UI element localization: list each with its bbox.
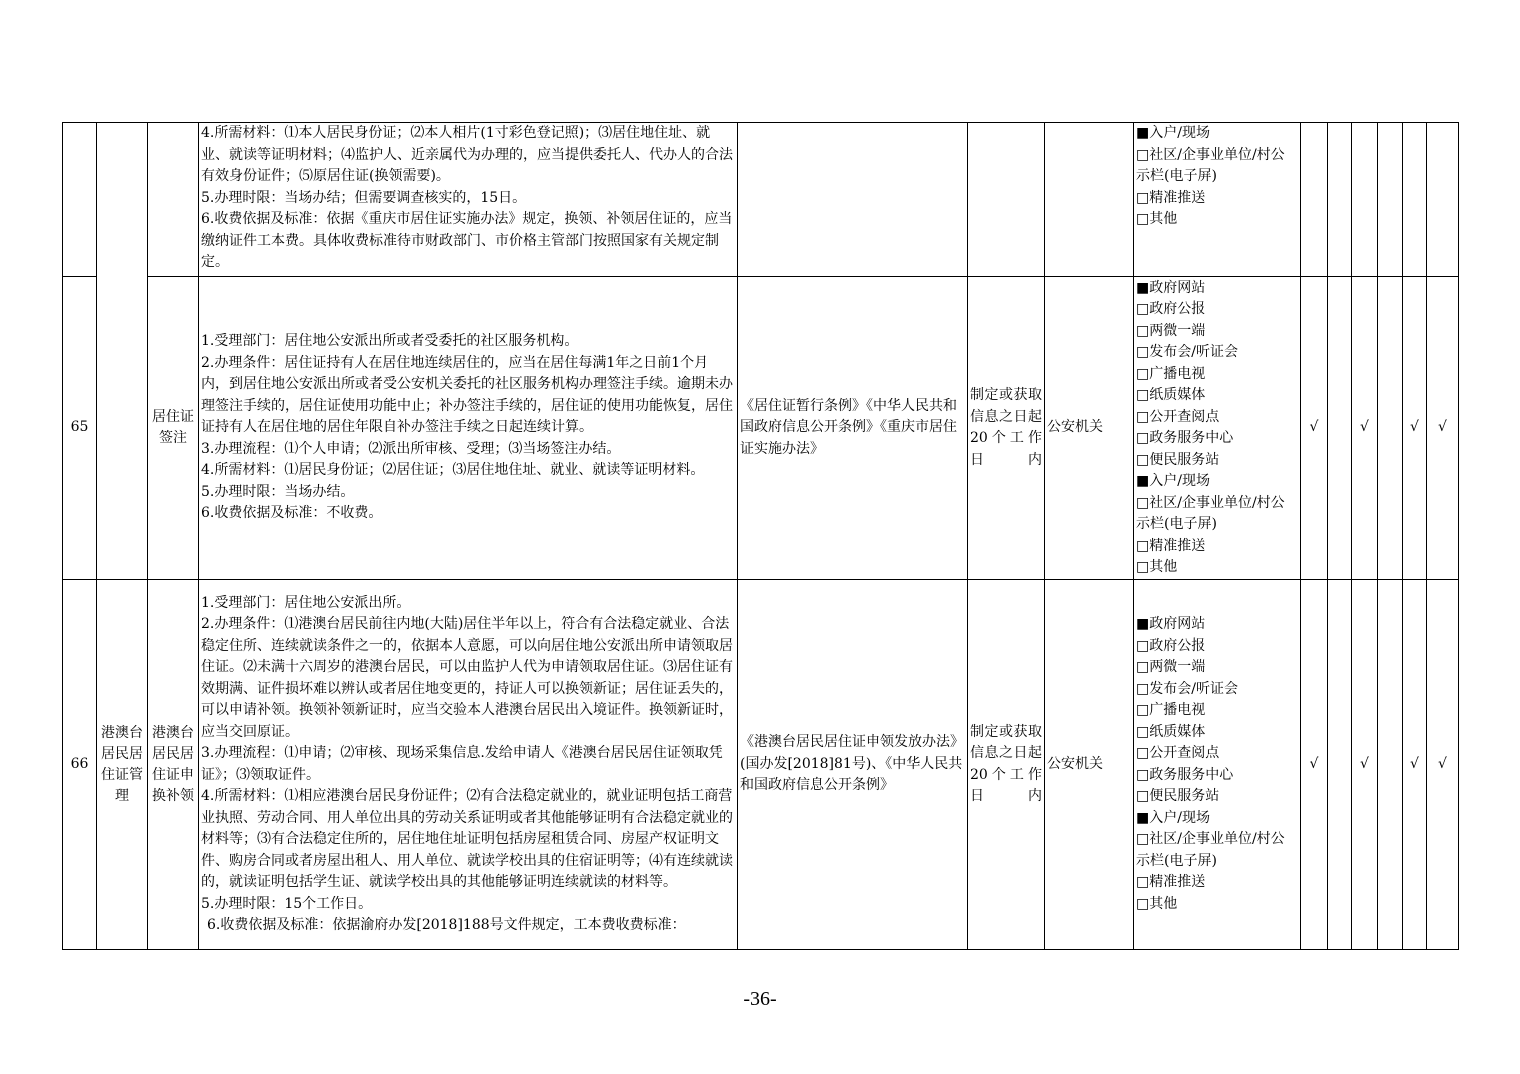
requirement-item: 5.办理时限：当场办结；但需要调查核实的，15日。 <box>201 189 527 206</box>
channel-item: □精准推送 <box>1136 537 1206 554</box>
check-cell <box>1378 277 1403 580</box>
basis-cell: 《港澳台居民居住证申领发放办法》(国办发[2018]81号)、《中华人民共和国政府信息公开条例》 <box>738 580 968 950</box>
check-cell: √ <box>1403 580 1427 950</box>
category-cell: 港澳台居民居住证管理 <box>97 580 148 950</box>
check-cell: √ <box>1403 277 1427 580</box>
check-cell <box>1301 123 1328 277</box>
item-name-cell: 港澳台居民居住证申换补领 <box>148 580 199 950</box>
requirement-item: 4.所需材料：⑴居民身份证；⑵居住证；⑶居住地住址、就业、就读等证明材料。 <box>201 462 705 479</box>
requirement-item: 4.所需材料：⑴本人居民身份证；⑵本人相片(1寸彩色登记照)；⑶居住地住址、就业、就读等证明材料；⑷监护人、近亲属代为办理的，应当提供委托人、代办人的合法有效身份证件；⑸原居住证(换领需要)。 <box>201 125 733 184</box>
table-row-continued <box>63 123 1459 277</box>
org-cell <box>1045 123 1134 277</box>
check-cell <box>1352 123 1378 277</box>
index-cell <box>63 123 97 277</box>
channel-item: ■入户/现场 <box>1136 473 1210 489</box>
channel-item: □广播电视 <box>1136 702 1206 718</box>
check-cell: √ <box>1352 580 1378 950</box>
channel-item: □政府公报 <box>1136 637 1206 654</box>
requirement-item: 5.办理时限：当场办结。 <box>201 483 355 500</box>
timeline-cell: 制定或获取信息之日起20个工作日内 <box>968 277 1045 580</box>
channel-item: □社区/企事业单位/村公示栏(电子屏) <box>1136 146 1285 184</box>
item-name-cell <box>148 123 199 277</box>
channel-item: □其他 <box>1136 559 1178 575</box>
org-cell: 公安机关 <box>1045 277 1134 580</box>
basis-cell: 《居住证暂行条例》《中华人民共和国政府信息公开条例》《重庆市居住证实施办法》 <box>738 277 968 580</box>
basis-cell <box>738 123 968 277</box>
requirements-cell <box>199 580 738 950</box>
page-number: -36- <box>743 988 777 1010</box>
timeline-cell: 制定或获取信息之日起20个工作日内 <box>968 580 1045 950</box>
channel-item: ■入户/现场 <box>1136 125 1210 141</box>
index-cell: 66 <box>63 580 97 950</box>
channel-item: □其他 <box>1136 895 1178 912</box>
channel-item: ■政府网站 <box>1136 616 1206 632</box>
requirement-item: 6.收费依据及标准：不收费。 <box>201 505 383 522</box>
channel-item: □两微一端 <box>1136 659 1206 675</box>
requirement-item: 5.办理时限：15个工作日。 <box>201 895 373 912</box>
channel-item: ■入户/现场 <box>1136 809 1210 826</box>
requirement-item: 6.收费依据及标准：依据《重庆市居住证实施办法》规定，换领、补领居住证的，应当缴纳证件工本费。具体收费标准待市财政部门、市价格主管部门按照国家有关规定制定。 <box>201 211 733 270</box>
check-cell <box>1378 123 1403 277</box>
check-cell <box>1328 580 1352 950</box>
channels-cell <box>1134 123 1301 277</box>
disclosure-table <box>62 122 1459 950</box>
channel-item: □精准推送 <box>1136 189 1206 206</box>
requirement-item: 2.办理条件：⑴港澳台居民前往内地(大陆)居住半年以上，符合有合法稳定就业、合法稳定住所、连续就读条件之一的，依据本人意愿，可以向居住地公安派出所申请领取居住证。⑵未满十六周岁的港澳台居民，可以由监护人代为申请领取居住证。⑶居住证有效期满、证件损坏难以辨认或者居住地变更的，持证人可以换领新证；居住证丢失的，可以申请补领。换领补领新证时，应当交验本人港澳台居民出入境证件。换领新证时，应当交回原证。 <box>201 616 733 740</box>
channel-item: □政府公报 <box>1136 301 1206 317</box>
channel-item: □社区/企事业单位/村公示栏(电子屏) <box>1136 494 1285 532</box>
category-cell <box>97 123 148 580</box>
check-cell: √ <box>1301 580 1328 950</box>
table-row-66 <box>63 580 1459 950</box>
requirements-cell <box>199 277 738 580</box>
check-cell <box>1427 123 1459 277</box>
channel-item: □发布会/听证会 <box>1136 680 1238 697</box>
channel-item: □其他 <box>1136 211 1178 227</box>
check-cell: √ <box>1301 277 1328 580</box>
channel-item: □广播电视 <box>1136 365 1206 382</box>
requirement-item: 3.办理流程：⑴个人申请；⑵派出所审核、受理；⑶当场签注办结。 <box>201 440 621 457</box>
channel-item: □公开查阅点 <box>1136 408 1220 425</box>
channel-item: □便民服务站 <box>1136 788 1220 804</box>
index-cell: 65 <box>63 277 97 580</box>
check-cell <box>1378 580 1403 950</box>
channel-item: □社区/企事业单位/村公示栏(电子屏) <box>1136 831 1285 869</box>
channel-item: □公开查阅点 <box>1136 745 1220 761</box>
timeline-cell <box>968 123 1045 277</box>
channel-item: ■政府网站 <box>1136 279 1206 296</box>
check-cell <box>1328 123 1352 277</box>
requirements-cell <box>199 123 738 277</box>
check-cell: √ <box>1352 277 1378 580</box>
channel-item: □发布会/听证会 <box>1136 344 1238 360</box>
channels-cell <box>1134 580 1301 950</box>
check-cell: √ <box>1427 580 1459 950</box>
check-cell: √ <box>1427 277 1459 580</box>
requirement-item: 3.办理流程：⑴申请；⑵审核、现场采集信息.发给申请人《港澳台居民居住证领取凭证》；⑶领取证件。 <box>201 745 723 783</box>
table-row-65 <box>63 277 1459 580</box>
item-name-cell: 居住证签注 <box>148 277 199 580</box>
channel-item: □政务服务中心 <box>1136 430 1234 446</box>
channel-item: □两微一端 <box>1136 322 1206 339</box>
check-cell <box>1328 277 1352 580</box>
requirement-item: 1.受理部门：居住地公安派出所。 <box>201 594 411 611</box>
requirement-item: 1.受理部门：居住地公安派出所或者受委托的社区服务机构。 <box>201 333 579 350</box>
channel-item: □纸质媒体 <box>1136 387 1206 403</box>
requirement-item: 4.所需材料：⑴相应港澳台居民身份证件；⑵有合法稳定就业的，就业证明包括工商营业执照、劳动合同、用人单位出具的劳动关系证明或者其他能够证明有合法稳定就业的材料等；⑶有合法稳定住所的，居住地住址证明包括房屋租赁合同、房屋产权证明文件、购房合同或者房屋出租人、用人单位、就读学校出具的住宿证明等；⑷有连续就读的，就读证明包括学生证、就读学校出具的其他能够证明连续就读的材料等。 <box>201 788 733 890</box>
channel-item: □精准推送 <box>1136 874 1206 890</box>
requirement-item: 6.收费依据及标准：依据渝府办发[2018]188号文件规定，工本费收费标准： <box>207 917 686 933</box>
requirement-item: 2.办理条件：居住证持有人在居住地连续居住的，应当在居住每满1年之日前1个月内，到居住地公安派出所或者受公安机关委托的社区服务机构办理签注手续。逾期未办理签注手续的，居住证使用功能中止；补办签注手续的，居住证的使用功能恢复，居住证持有人在居住地的居住年限自补办签注手续之日起连续计算。 <box>201 354 733 436</box>
check-cell <box>1403 123 1427 277</box>
channels-cell <box>1134 277 1301 580</box>
channel-item: □便民服务站 <box>1136 451 1220 468</box>
org-cell: 公安机关 <box>1045 580 1134 950</box>
channel-item: □纸质媒体 <box>1136 723 1206 740</box>
channel-item: □政务服务中心 <box>1136 766 1234 783</box>
